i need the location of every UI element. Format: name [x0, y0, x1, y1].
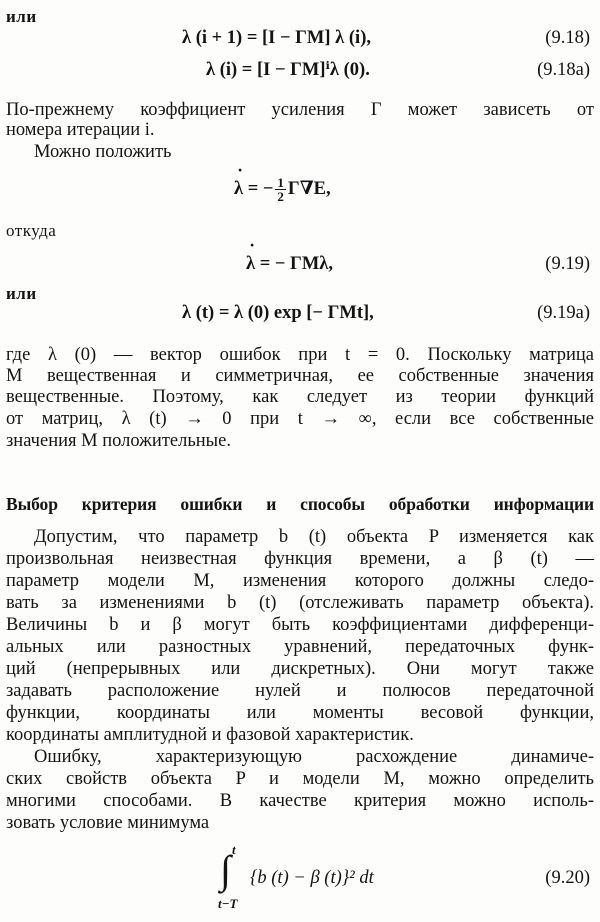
equation-9-20: {b (t) − β (t)}² dt	[250, 868, 374, 888]
lambda-dot-lhs: ˙ λ = −	[234, 177, 273, 201]
equation-9-19a: λ (t) = λ (0) exp [− ΓMt],	[182, 303, 374, 323]
paragraph-line: функции, координаты или моменты весовой функции,	[6, 703, 594, 723]
equation-9-19-text: ˙ λ = − ΓMλ,	[246, 252, 333, 276]
paragraph-line: ских свойств объекта P и модели M, можно определить	[6, 769, 594, 789]
paragraph-line: вать за изменениями b (t) (отслеживать параметр объекта).	[6, 593, 594, 613]
equation-number-9-18a: (9.18a)	[537, 60, 590, 80]
equation-gradient	[234, 176, 331, 203]
paragraph-line: Можно положить	[34, 142, 172, 162]
text-otkuda: откуда	[6, 221, 57, 240]
paragraph-line: многими способами. В качестве критерия можно исполь-	[6, 791, 594, 811]
paragraph-line: координаты амплитудной и фазовой характеристик.	[6, 725, 414, 745]
fraction-numerator: 1	[277, 175, 284, 190]
book-page	[6, 0, 594, 922]
text-ili: или	[6, 284, 37, 303]
equation-9-19	[246, 252, 333, 276]
section-heading: Выбор критерия ошибки и способы обработки информации	[6, 494, 594, 514]
equation-number-9-20: (9.20)	[545, 868, 590, 888]
paragraph-line: номера итерации i.	[6, 120, 155, 140]
paragraph-line: По-прежнему коэффициент усиления Γ может зависеть от	[6, 100, 594, 120]
equation-9-18a: λ (i) = [I − ΓM]ⁱλ (0).	[206, 60, 370, 80]
fraction-denominator: 2	[277, 189, 284, 204]
equation-number-9-19a: (9.19a)	[537, 303, 590, 323]
paragraph-line: где λ (0) — вектор ошибок при t = 0. Поскольку матрица	[6, 345, 594, 365]
paragraph-line: Величины b и β могут быть коэффициентами дифференци-	[6, 615, 594, 635]
paragraph-line: ций (непрерывных или дискретных). Они могут также	[6, 659, 594, 679]
paragraph-line: задавать расположение нулей и полюсов передаточной	[6, 681, 594, 701]
paragraph-line: зовать условие минимума	[6, 813, 210, 833]
paragraph-line: от матриц, λ (t) → 0 при t → ∞, если все собственные	[6, 409, 594, 429]
integral-lower-limit: t−T	[218, 896, 238, 911]
integral-sign: ∫	[220, 847, 231, 892]
paragraph-line: вещественные. Поэтому, как следует из теории функций	[6, 387, 594, 407]
paragraph-line: альных или разностных уравнений, передаточных функ-	[6, 637, 594, 657]
paragraph-line: произвольная неизвестная функция времени, а β (t) —	[6, 549, 594, 569]
fraction-one-half	[275, 176, 286, 203]
paragraph-line: значения M положительные.	[6, 431, 231, 451]
gradient-rhs: Γ∇E,	[287, 178, 331, 199]
equation-number-9-19: (9.19)	[545, 254, 590, 274]
paragraph-line: Допустим, что параметр b (t) объекта P изменяется как	[34, 527, 594, 547]
paragraph-line: M вещественная и симметричная, ее собственные значения	[6, 366, 594, 386]
equation-number-9-18: (9.18)	[545, 28, 590, 48]
paragraph-line: параметр модели M, изменения которого должны следо-	[6, 571, 594, 591]
integral-upper-limit: t	[232, 842, 236, 857]
text-ili: или	[6, 7, 37, 26]
equation-9-18: λ (i + 1) = [I − ΓM] λ (i),	[182, 28, 371, 48]
paragraph-line: Ошибку, характеризующую расхождение динамиче-	[34, 747, 594, 767]
